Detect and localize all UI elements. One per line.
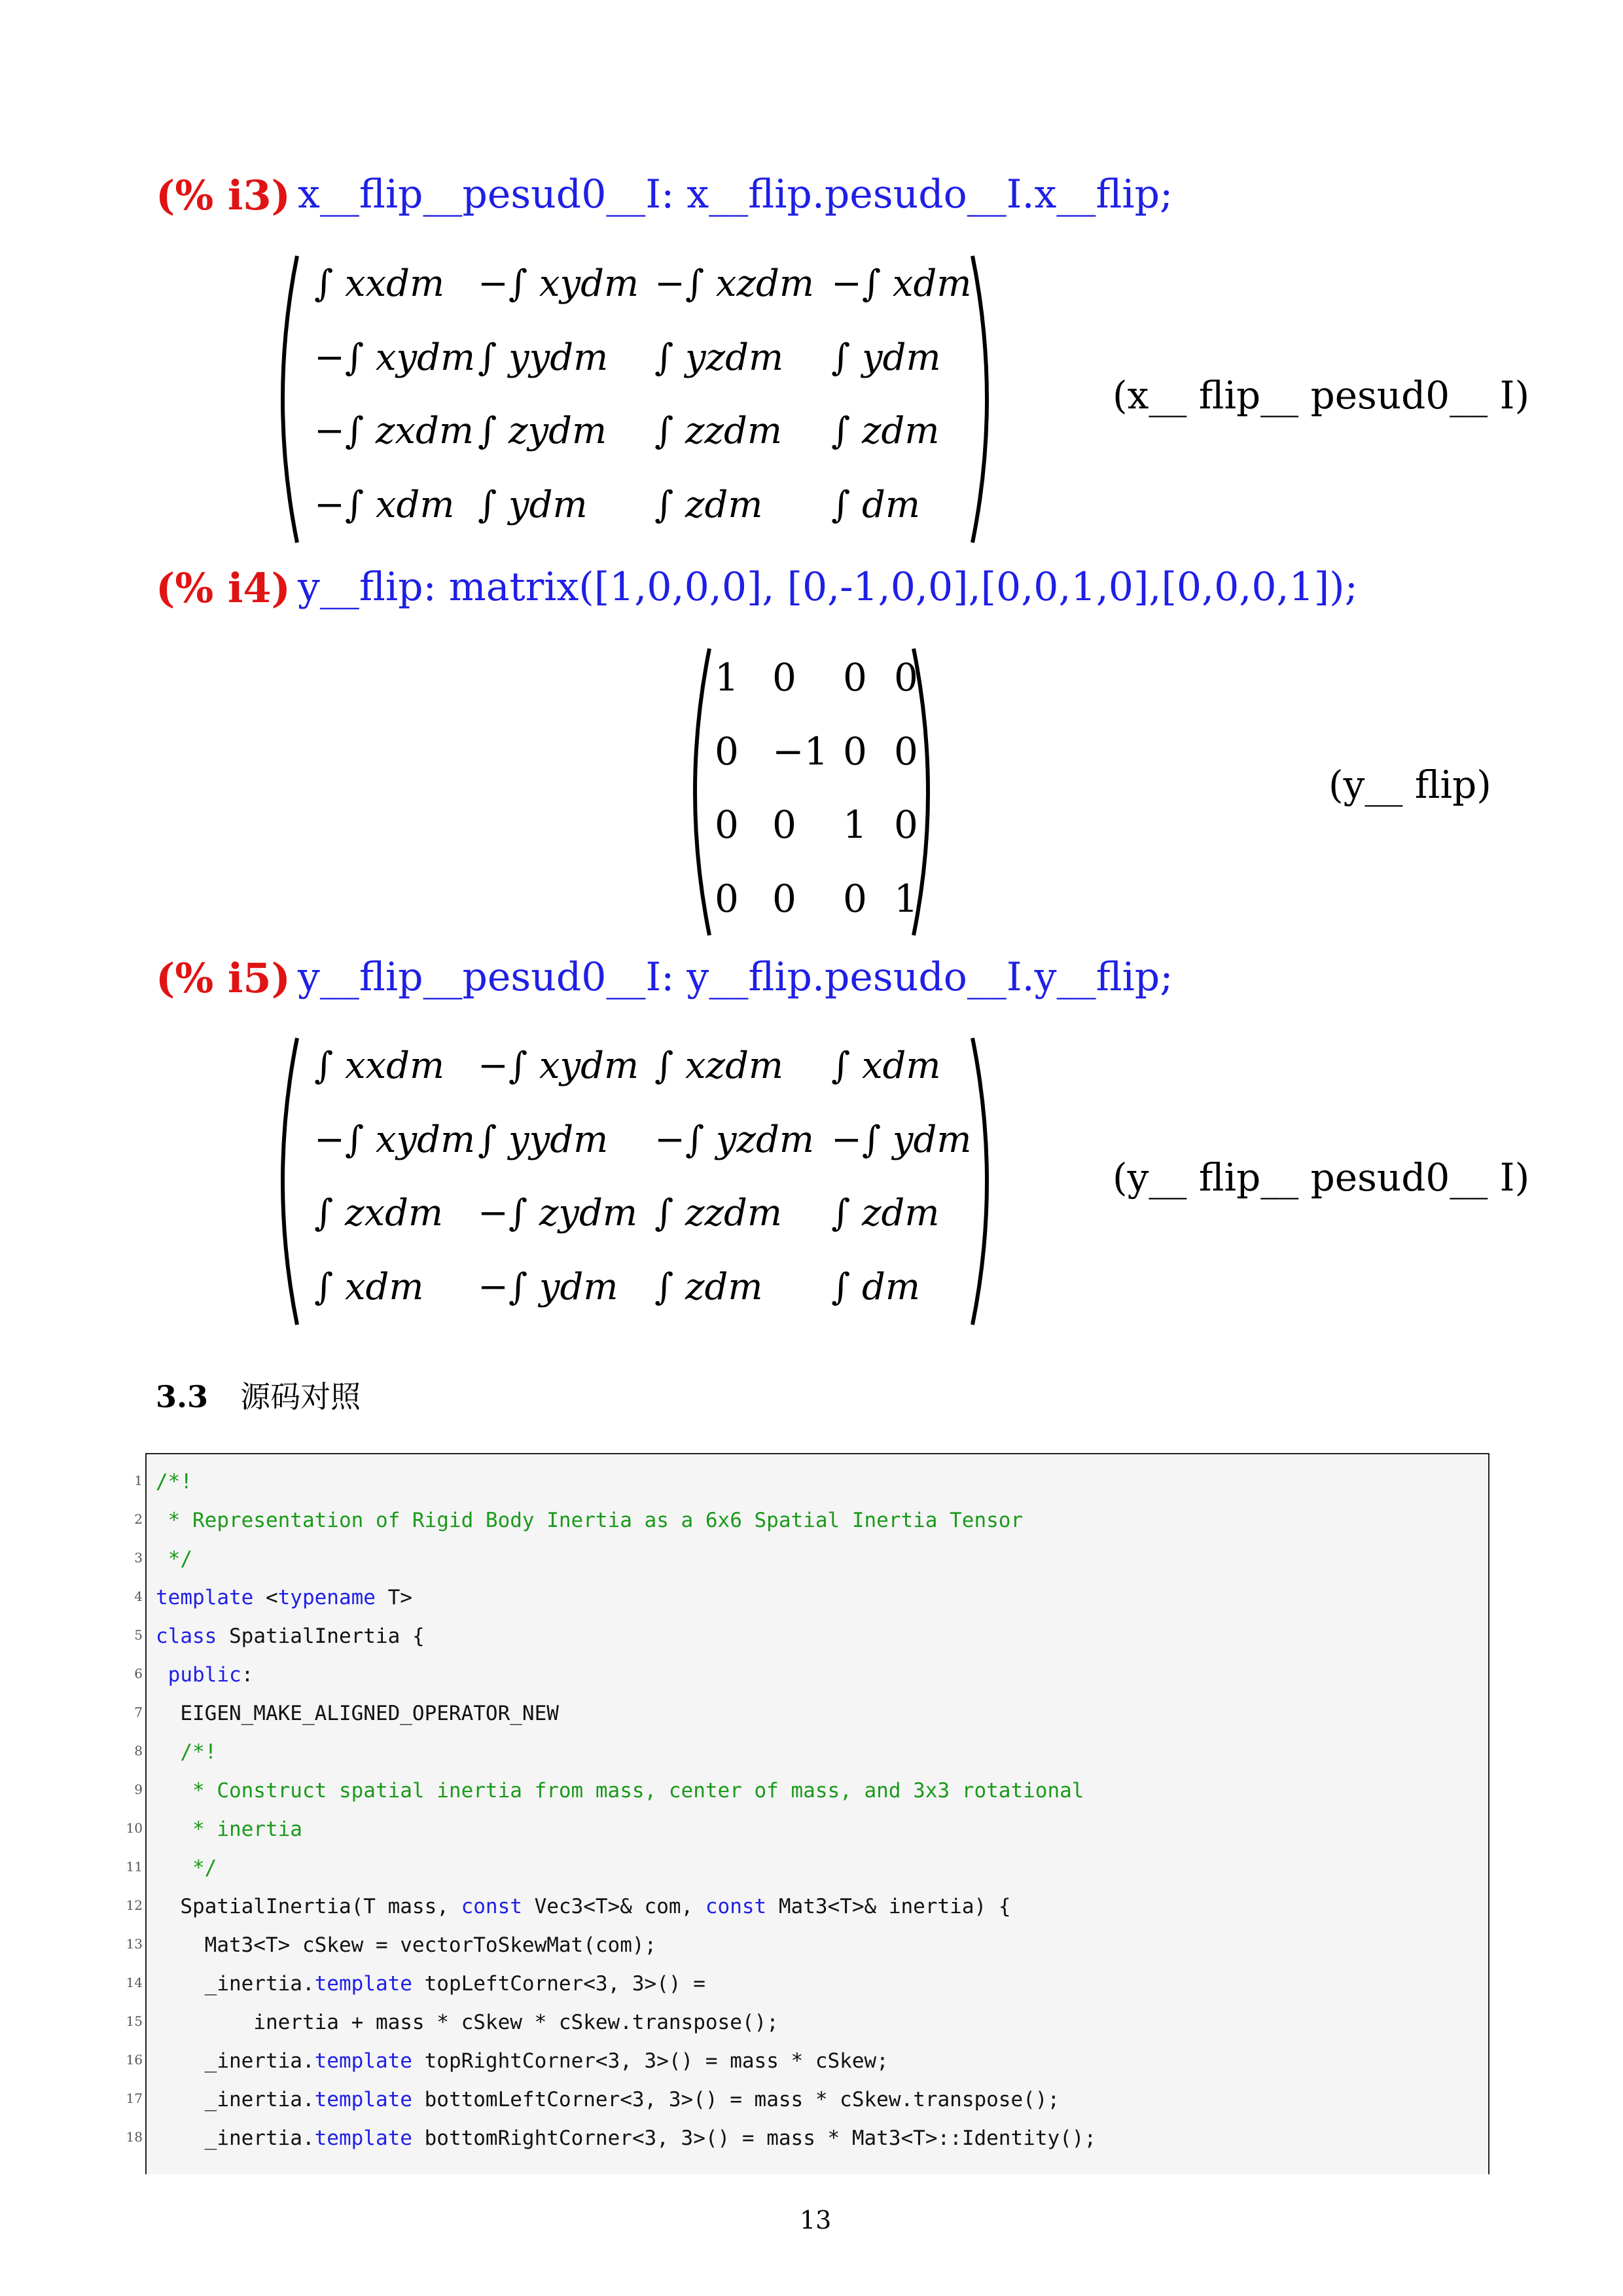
- code-keyword: class: [156, 1624, 217, 1648]
- input-label-i3: (% i3): [156, 171, 291, 219]
- code-text: [156, 1663, 253, 1687]
- matrix-cell: ∫ dm: [831, 1265, 920, 1308]
- code-keyword: template: [156, 1586, 254, 1609]
- code-line: [126, 2004, 1488, 2043]
- code-line: [126, 2120, 1488, 2159]
- matrix-cell: ∫ dm: [831, 483, 920, 526]
- command-text-i5: y__flip__pesud0__I: y__flip.pesudo__I.y__flip;: [298, 954, 1173, 1000]
- code-text: [156, 1547, 192, 1571]
- code-text: [156, 2088, 1060, 2111]
- line-number: 1: [134, 1473, 143, 1488]
- matrix-cell: −∫ xydm: [478, 262, 639, 306]
- matrix-cell: ∫ xzdm: [654, 1045, 784, 1088]
- code-token: <: [253, 1586, 278, 1609]
- code-text: [156, 1972, 705, 1996]
- code-keyword: public: [156, 1663, 241, 1687]
- code-text: [156, 1933, 656, 1957]
- line-number: 17: [126, 2090, 143, 2106]
- matrix-cell: ∫ zzdm: [654, 1192, 782, 1235]
- code-token: EIGEN_MAKE_ALIGNED_OPERATOR_NEW: [156, 1702, 559, 1725]
- line-number: 12: [126, 1897, 143, 1913]
- matrix-cell: ∫ yydm: [478, 336, 609, 379]
- matrix-cell: ∫ yydm: [478, 1118, 609, 1161]
- code-listing: [126, 1453, 1489, 2174]
- code-token: Mat3<T> cSkew = vectorToSkewMat(com);: [156, 1933, 657, 1957]
- line-number: 5: [134, 1627, 143, 1643]
- code-text: [156, 1702, 559, 1725]
- code-token: Mat3<T>& inertia) {: [766, 1895, 1011, 1918]
- section-number: 3.3: [156, 1379, 209, 1414]
- matrix-cell: ∫ xdm: [831, 1045, 941, 1088]
- code-token: SpatialInertia(T mass,: [156, 1895, 461, 1918]
- line-number: 6: [134, 1666, 143, 1681]
- matrix-y-flip-pesud0-i: [275, 1034, 995, 1329]
- matrix-cell: ∫ yzdm: [654, 336, 784, 379]
- code-token: inertia + mass * cSkew * cSkew.transpose();: [156, 2011, 779, 2034]
- equation-tag-y-flip: (y__ flip): [1329, 762, 1491, 807]
- matrix-cell: −∫ zxdm: [314, 410, 474, 453]
- code-comment: */: [156, 1547, 192, 1571]
- matrix-cell: 1: [715, 655, 739, 700]
- code-token: topRightCorner<3, 3>() = mass * cSkew;: [412, 2049, 889, 2073]
- code-line: [134, 1463, 1488, 1502]
- code-token: T>: [375, 1586, 412, 1609]
- matrix-cell: 0: [894, 655, 918, 700]
- matrix-cell: −∫ yzdm: [654, 1118, 814, 1161]
- code-text: [156, 1740, 217, 1764]
- line-number: 15: [126, 2013, 143, 2029]
- code-keyword: template: [314, 1972, 412, 1996]
- matrix-cell: −∫ xydm: [478, 1045, 639, 1088]
- code-comment: */: [156, 1856, 217, 1880]
- code-line: [126, 1850, 1488, 1888]
- matrix-cell: 0: [894, 802, 918, 848]
- page-number: 13: [800, 2206, 832, 2234]
- left-parenthesis: [695, 649, 709, 935]
- matrix-cell: ∫ xxdm: [314, 262, 445, 306]
- line-number: 10: [126, 1820, 143, 1836]
- code-text: [156, 2049, 889, 2073]
- line-number: 3: [134, 1550, 143, 1566]
- code-line: [134, 1579, 1488, 1618]
- left-parenthesis: [283, 1038, 297, 1325]
- code-token: Vec3<T>& com,: [522, 1895, 705, 1918]
- right-parenthesis: [972, 256, 987, 543]
- code-line: [126, 1888, 1488, 1927]
- code-text: [156, 1856, 217, 1880]
- line-number: 9: [134, 1782, 143, 1797]
- left-parenthesis: [283, 256, 297, 543]
- matrix-cell: −∫ zydm: [478, 1192, 637, 1235]
- matrix-y-flip: [687, 645, 936, 939]
- line-number: 8: [134, 1743, 143, 1759]
- code-line: [126, 1965, 1488, 2004]
- section-heading: [156, 1373, 361, 1416]
- code-token: SpatialInertia {: [217, 1624, 425, 1648]
- line-number: 2: [134, 1511, 143, 1527]
- matrix-cell: ∫ zdm: [654, 483, 763, 526]
- code-line: [126, 2043, 1488, 2081]
- code-keyword: typename: [277, 1586, 376, 1609]
- code-line: [126, 1927, 1488, 1965]
- matrix-cell: 0: [843, 876, 867, 921]
- line-number: 11: [126, 1859, 143, 1874]
- code-keyword: const: [705, 1895, 767, 1918]
- code-line: [126, 1811, 1488, 1850]
- code-comment: /*!: [156, 1470, 192, 1494]
- matrix-cell: ∫ zdm: [831, 410, 940, 453]
- line-number: 18: [126, 2129, 143, 2145]
- line-number: 16: [126, 2052, 143, 2068]
- code-line: [134, 1541, 1488, 1579]
- code-text: [156, 1895, 1011, 1918]
- matrix-cell: −∫ ydm: [478, 1265, 618, 1308]
- matrix-cell: ∫ ydm: [478, 483, 588, 526]
- matrix-cell: ∫ ydm: [831, 336, 941, 379]
- code-token: _inertia.: [156, 1972, 315, 1996]
- code-line: [134, 1695, 1488, 1734]
- line-number: 7: [134, 1704, 143, 1720]
- code-line: [134, 1618, 1488, 1657]
- code-keyword: template: [314, 2088, 412, 2111]
- matrix-cell: 0: [843, 655, 867, 700]
- matrix-cell: 1: [894, 876, 918, 921]
- code-comment: * Construct spatial inertia from mass, center of mass, and 3x3 rotational: [156, 1779, 1084, 1803]
- matrix-x-flip-pesud0-i: [275, 252, 995, 547]
- code-text: [156, 1779, 1084, 1803]
- section-title: 源码对照: [240, 1379, 361, 1414]
- matrix-cell: −∫ xzdm: [654, 262, 814, 306]
- code-keyword: template: [314, 2049, 412, 2073]
- matrix-cell: −∫ xydm: [314, 1118, 476, 1161]
- input-label-i5: (% i5): [156, 954, 291, 1002]
- code-line: [134, 1772, 1488, 1811]
- code-text: [156, 1509, 1023, 1532]
- code-line: [134, 1734, 1488, 1772]
- code-keyword: template: [314, 2126, 412, 2150]
- code-comment: * Representation of Rigid Body Inertia as a 6x6 Spatial Inertia Tensor: [156, 1509, 1024, 1532]
- code-token: _inertia.: [156, 2049, 315, 2073]
- matrix-cell: 0: [843, 728, 867, 774]
- right-parenthesis: [972, 1038, 987, 1325]
- input-label-i4: (% i4): [156, 564, 291, 612]
- code-keyword: const: [461, 1895, 522, 1918]
- equation-tag-y-flip-pesud0-i: (y__ flip__ pesud0__ I): [1113, 1155, 1530, 1200]
- matrix-cell: ∫ xxdm: [314, 1045, 445, 1088]
- line-number: 13: [126, 1936, 143, 1952]
- command-text-i3: x__flip__pesud0__I: x__flip.pesudo__I.x__flip;: [298, 171, 1173, 217]
- matrix-cell: ∫ zydm: [478, 410, 607, 453]
- matrix-cell: ∫ zzdm: [654, 410, 782, 453]
- code-text: [156, 1624, 425, 1648]
- matrix-cell: −∫ xdm: [314, 483, 455, 526]
- code-text: [156, 2011, 779, 2034]
- code-line: [134, 1502, 1488, 1541]
- code-token: _inertia.: [156, 2126, 315, 2150]
- matrix-cell: −∫ xdm: [831, 262, 972, 306]
- matrix-cell: −1: [772, 728, 829, 774]
- matrix-cell: 0: [772, 802, 796, 848]
- line-number: 4: [134, 1588, 143, 1604]
- matrix-cell: 0: [715, 728, 739, 774]
- command-text-i4: y__flip: matrix([1,0,0,0], [0,-1,0,0],[0,0,1,0],[0,0,0,1]);: [298, 564, 1358, 610]
- code-token: bottomLeftCorner<3, 3>() = mass * cSkew.transpose();: [412, 2088, 1060, 2111]
- code-text: [156, 2126, 1096, 2150]
- code-token: _inertia.: [156, 2088, 315, 2111]
- matrix-cell: ∫ zdm: [831, 1192, 940, 1235]
- code-token: :: [241, 1663, 254, 1687]
- matrix-cell: −∫ ydm: [831, 1118, 972, 1161]
- code-comment: /*!: [156, 1740, 217, 1764]
- code-text: [156, 1470, 192, 1494]
- matrix-cell: 0: [715, 876, 739, 921]
- code-token: bottomRightCorner<3, 3>() = mass * Mat3<T>::Identity();: [412, 2126, 1097, 2150]
- code-text: [156, 1818, 302, 1841]
- matrix-cell: 0: [772, 655, 796, 700]
- code-line: [126, 2081, 1488, 2120]
- matrix-cell: ∫ xdm: [314, 1265, 424, 1308]
- matrix-cell: ∫ zxdm: [314, 1192, 444, 1235]
- matrix-cell: 0: [772, 876, 796, 921]
- code-text: [156, 1586, 412, 1609]
- matrix-cell: ∫ zdm: [654, 1265, 763, 1308]
- matrix-cell: 0: [894, 728, 918, 774]
- code-token: topLeftCorner<3, 3>() =: [412, 1972, 705, 1996]
- code-line: [134, 1657, 1488, 1695]
- code-comment: * inertia: [156, 1818, 302, 1841]
- matrix-cell: 0: [715, 802, 739, 848]
- matrix-cell: 1: [843, 802, 867, 848]
- matrix-cell: −∫ xydm: [314, 336, 476, 379]
- line-number: 14: [126, 1975, 143, 1990]
- equation-tag-x-flip-pesud0-i: (x__ flip__ pesud0__ I): [1113, 373, 1530, 418]
